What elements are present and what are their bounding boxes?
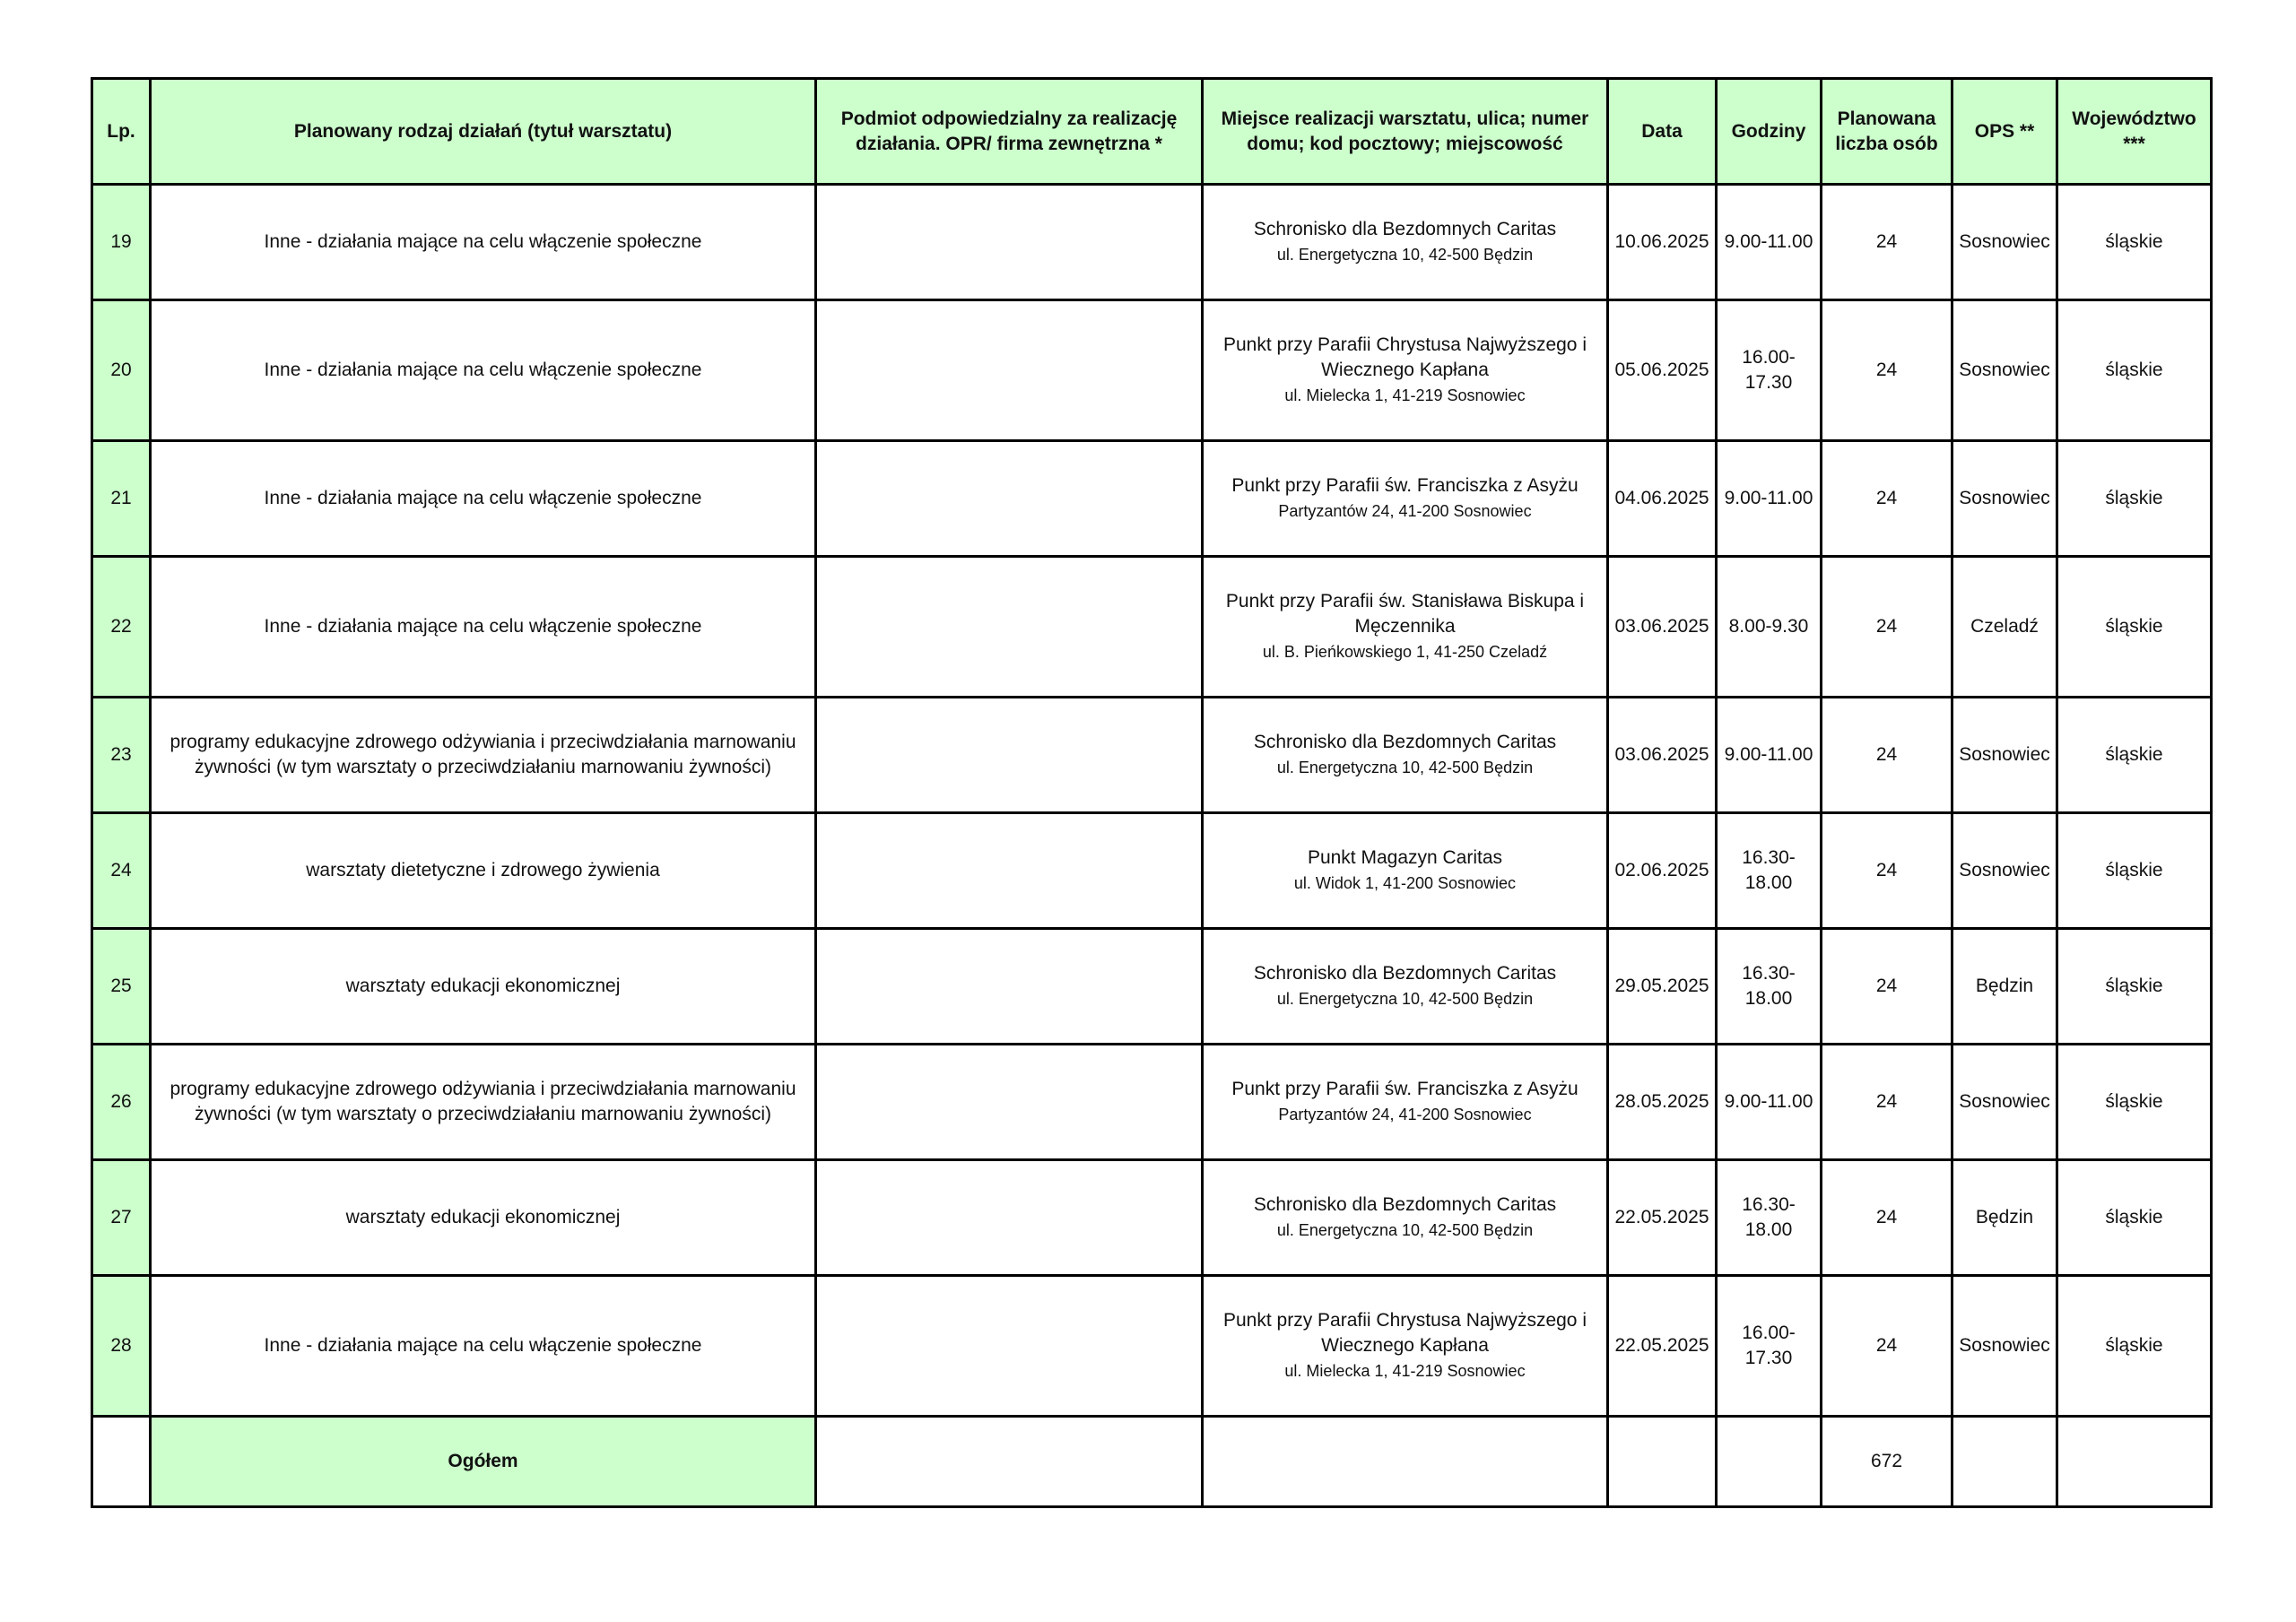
cell-hours: 9.00-11.00	[1717, 1045, 1822, 1160]
cell-people: 24	[1822, 1276, 1952, 1417]
cell-hours: 8.00-9.30	[1717, 557, 1822, 698]
cell-hours: 16.30-18.00	[1717, 929, 1822, 1045]
cell-people: 24	[1822, 1045, 1952, 1160]
table-row	[92, 300, 2212, 441]
cell-entity	[816, 557, 1203, 698]
place-name: Punkt przy Parafii św. Franciszka z Asyżu	[1231, 475, 1578, 496]
cell-people: 24	[1822, 929, 1952, 1045]
workshop-plan-table	[91, 77, 2213, 1508]
cell-place	[1203, 929, 1608, 1045]
cell-place	[1203, 185, 1608, 300]
header-people: Planowana liczba osób	[1822, 79, 1952, 185]
cell-lp: 20	[92, 300, 151, 441]
cell-place	[1203, 1045, 1608, 1160]
cell-lp: 26	[92, 1045, 151, 1160]
cell-hours: 9.00-11.00	[1717, 185, 1822, 300]
cell-hours-empty	[1717, 1417, 1822, 1507]
cell-voivodeship: śląskie	[2057, 441, 2212, 557]
place-name: Punkt przy Parafii św. Stanisława Biskupa i Męczennika	[1225, 591, 1585, 637]
cell-lp: 21	[92, 441, 151, 557]
header-hours: Godziny	[1717, 79, 1822, 185]
cell-entity	[816, 698, 1203, 813]
cell-ops: Będzin	[1952, 929, 2057, 1045]
place-address: ul. Energetyczna 10, 42-500 Będzin	[1276, 1221, 1534, 1239]
header-date: Data	[1608, 79, 1717, 185]
header-place: Miejsce realizacji warsztatu, ulica; numer domu; kod pocztowy; miejscowość	[1203, 79, 1608, 185]
cell-voivodeship: śląskie	[2057, 929, 2212, 1045]
table-row	[92, 813, 2212, 929]
cell-lp: 19	[92, 185, 151, 300]
cell-lp: 28	[92, 1276, 151, 1417]
cell-entity	[816, 300, 1203, 441]
place-address: ul. Energetyczna 10, 42-500 Będzin	[1276, 759, 1534, 776]
table-row	[92, 1045, 2212, 1160]
header-row	[92, 79, 2212, 185]
cell-voivodeship: śląskie	[2057, 185, 2212, 300]
cell-title: Inne - działania mające na celu włączenie społeczne	[151, 441, 816, 557]
cell-date: 03.06.2025	[1608, 698, 1717, 813]
place-name: Schronisko dla Bezdomnych Caritas	[1253, 219, 1557, 239]
table-row	[92, 698, 2212, 813]
cell-title: warsztaty edukacji ekonomicznej	[151, 1160, 816, 1276]
cell-date: 10.06.2025	[1608, 185, 1717, 300]
cell-ops: Sosnowiec	[1952, 1045, 2057, 1160]
cell-lp: 23	[92, 698, 151, 813]
header-title: Planowany rodzaj działań (tytuł warsztatu)	[151, 79, 816, 185]
cell-ops: Będzin	[1952, 1160, 2057, 1276]
cell-entity	[816, 813, 1203, 929]
cell-date-empty	[1608, 1417, 1717, 1507]
cell-title: Inne - działania mające na celu włączenie społeczne	[151, 185, 816, 300]
cell-hours: 9.00-11.00	[1717, 441, 1822, 557]
cell-lp: 24	[92, 813, 151, 929]
cell-place	[1203, 441, 1608, 557]
cell-title: programy edukacyjne zdrowego odżywiania i przeciwdziałania marnowaniu żywności (w tym warsztaty o przeciwdziałaniu marnowaniu żywności)	[151, 1045, 816, 1160]
table-row	[92, 557, 2212, 698]
place-address: ul. Energetyczna 10, 42-500 Będzin	[1276, 246, 1534, 264]
cell-ops: Sosnowiec	[1952, 185, 2057, 300]
place-address: ul. Mielecka 1, 41-219 Sosnowiec	[1284, 1362, 1526, 1380]
place-address: ul. Mielecka 1, 41-219 Sosnowiec	[1284, 386, 1526, 404]
place-name: Schronisko dla Bezdomnych Caritas	[1253, 963, 1557, 984]
cell-entity	[816, 441, 1203, 557]
cell-entity	[816, 1160, 1203, 1276]
cell-title: warsztaty edukacji ekonomicznej	[151, 929, 816, 1045]
place-name: Punkt przy Parafii św. Franciszka z Asyżu	[1231, 1079, 1578, 1099]
table-header	[92, 79, 2212, 185]
cell-place	[1203, 1276, 1608, 1417]
cell-ops: Sosnowiec	[1952, 813, 2057, 929]
cell-hours: 9.00-11.00	[1717, 698, 1822, 813]
cell-voivodeship: śląskie	[2057, 698, 2212, 813]
cell-place	[1203, 813, 1608, 929]
cell-ops: Sosnowiec	[1952, 698, 2057, 813]
cell-people: 24	[1822, 813, 1952, 929]
cell-people: 24	[1822, 698, 1952, 813]
header-entity: Podmiot odpowiedzialny za realizację działania. OPR/ firma zewnętrzna *	[816, 79, 1203, 185]
cell-date: 05.06.2025	[1608, 300, 1717, 441]
cell-ops: Sosnowiec	[1952, 1276, 2057, 1417]
table-row	[92, 185, 2212, 300]
cell-lp: 25	[92, 929, 151, 1045]
table-body	[92, 185, 2212, 1507]
cell-date: 22.05.2025	[1608, 1160, 1717, 1276]
table-row	[92, 1160, 2212, 1276]
cell-entity	[816, 929, 1203, 1045]
cell-place	[1203, 698, 1608, 813]
place-address: ul. Widok 1, 41-200 Sosnowiec	[1293, 874, 1517, 892]
place-address: Partyzantów 24, 41-200 Sosnowiec	[1278, 502, 1532, 520]
cell-hours: 16.30-18.00	[1717, 813, 1822, 929]
cell-place	[1203, 1160, 1608, 1276]
cell-lp-empty	[92, 1417, 151, 1507]
cell-place-empty	[1203, 1417, 1608, 1507]
cell-lp: 27	[92, 1160, 151, 1276]
cell-ops: Czeladź	[1952, 557, 2057, 698]
cell-date: 22.05.2025	[1608, 1276, 1717, 1417]
cell-title: warsztaty dietetyczne i zdrowego żywienia	[151, 813, 816, 929]
cell-lp: 22	[92, 557, 151, 698]
header-voivodeship: Województwo ***	[2057, 79, 2212, 185]
cell-title: programy edukacyjne zdrowego odżywiania i przeciwdziałania marnowaniu żywności (w tym warsztaty o przeciwdziałaniu marnowaniu żywności)	[151, 698, 816, 813]
cell-voivodeship-empty	[2057, 1417, 2212, 1507]
cell-ops-empty	[1952, 1417, 2057, 1507]
place-name: Punkt przy Parafii Chrystusa Najwyższego i Wiecznego Kapłana	[1223, 334, 1587, 380]
cell-title: Inne - działania mające na celu włączenie społeczne	[151, 1276, 816, 1417]
cell-voivodeship: śląskie	[2057, 1276, 2212, 1417]
cell-voivodeship: śląskie	[2057, 813, 2212, 929]
cell-voivodeship: śląskie	[2057, 300, 2212, 441]
place-name: Punkt Magazyn Caritas	[1307, 847, 1503, 868]
cell-entity	[816, 1045, 1203, 1160]
cell-place	[1203, 557, 1608, 698]
cell-date: 29.05.2025	[1608, 929, 1717, 1045]
cell-date: 28.05.2025	[1608, 1045, 1717, 1160]
table-row	[92, 1276, 2212, 1417]
cell-date: 03.06.2025	[1608, 557, 1717, 698]
cell-entity	[816, 1276, 1203, 1417]
cell-ops: Sosnowiec	[1952, 441, 2057, 557]
cell-entity	[816, 185, 1203, 300]
cell-entity-empty	[816, 1417, 1203, 1507]
total-row	[92, 1417, 2212, 1507]
cell-voivodeship: śląskie	[2057, 1160, 2212, 1276]
cell-title: Inne - działania mające na celu włączenie społeczne	[151, 557, 816, 698]
place-name: Schronisko dla Bezdomnych Caritas	[1253, 1194, 1557, 1215]
total-label: Ogółem	[151, 1417, 816, 1507]
place-address: ul. Energetyczna 10, 42-500 Będzin	[1276, 990, 1534, 1008]
place-address: ul. B. Pieńkowskiego 1, 41-250 Czeladź	[1262, 643, 1548, 661]
cell-place	[1203, 300, 1608, 441]
cell-people: 24	[1822, 300, 1952, 441]
table-row	[92, 929, 2212, 1045]
total-people: 672	[1822, 1417, 1952, 1507]
place-name: Schronisko dla Bezdomnych Caritas	[1253, 732, 1557, 752]
header-ops: OPS **	[1952, 79, 2057, 185]
cell-voivodeship: śląskie	[2057, 1045, 2212, 1160]
cell-ops: Sosnowiec	[1952, 300, 2057, 441]
cell-people: 24	[1822, 557, 1952, 698]
place-name: Punkt przy Parafii Chrystusa Najwyższego i Wiecznego Kapłana	[1223, 1310, 1587, 1356]
place-address: Partyzantów 24, 41-200 Sosnowiec	[1278, 1106, 1532, 1123]
cell-hours: 16.00-17.30	[1717, 300, 1822, 441]
cell-people: 24	[1822, 1160, 1952, 1276]
cell-voivodeship: śląskie	[2057, 557, 2212, 698]
header-lp: Lp.	[92, 79, 151, 185]
cell-hours: 16.30-18.00	[1717, 1160, 1822, 1276]
cell-date: 04.06.2025	[1608, 441, 1717, 557]
cell-people: 24	[1822, 185, 1952, 300]
cell-hours: 16.00-17.30	[1717, 1276, 1822, 1417]
cell-people: 24	[1822, 441, 1952, 557]
cell-date: 02.06.2025	[1608, 813, 1717, 929]
cell-title: Inne - działania mające na celu włączenie społeczne	[151, 300, 816, 441]
table-row	[92, 441, 2212, 557]
